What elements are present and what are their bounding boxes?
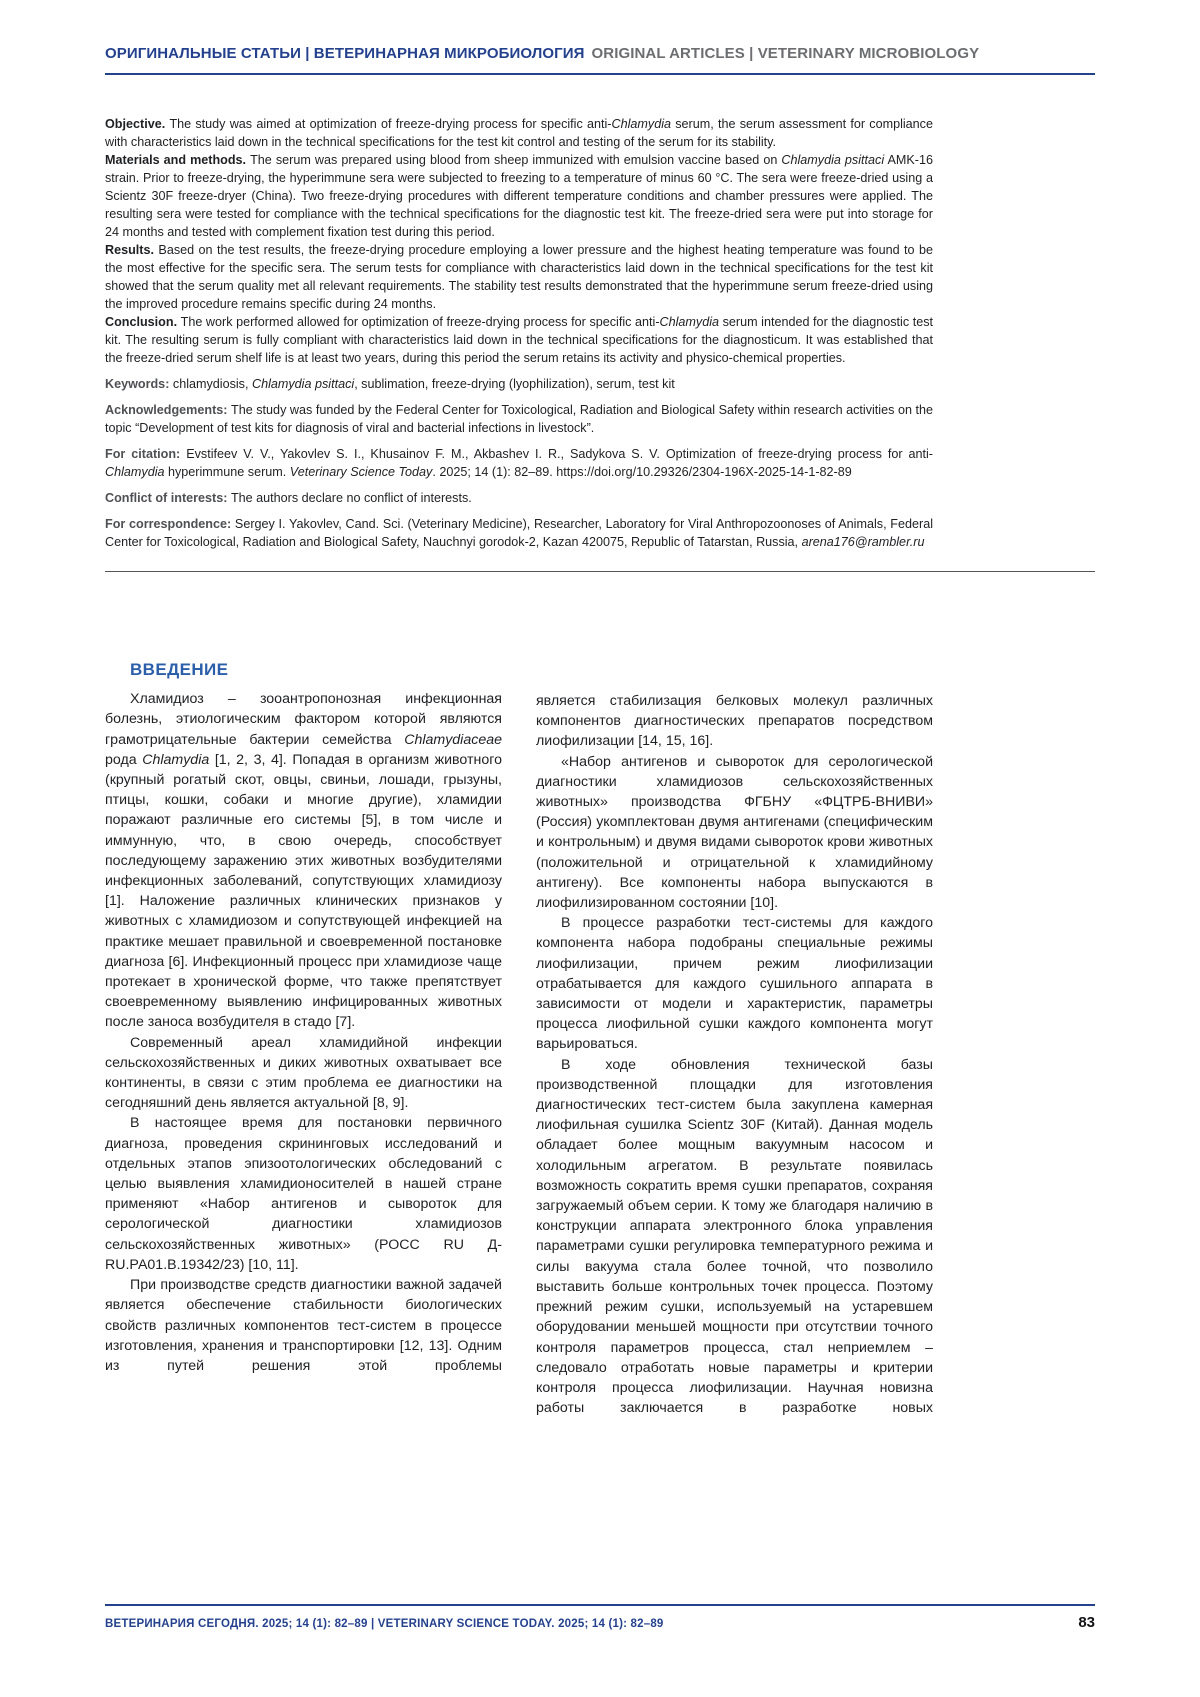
meta-label: Keywords: xyxy=(105,377,173,391)
intro-paragraph xyxy=(536,691,933,752)
text-run: В процессе разработки тест-системы для каждого компонента набора подобраны специальные режимы лиофилизации, причем режим лиофилизации отрабатывается для каждого сушильного аппарата в зависимости от модели и характеристик, параметры процесса лиофильной сушки каждого компонента могут варьироваться. xyxy=(536,915,933,1053)
for-correspondence-paragraph xyxy=(105,515,933,551)
rubric-title-ru: ОРИГИНАЛЬНЫЕ СТАТЬИ | ВЕТЕРИНАРНАЯ МИКРОБИОЛОГИЯ xyxy=(105,45,585,62)
text-run: Chlamydia xyxy=(105,465,165,479)
text-run: рода xyxy=(105,751,143,768)
rubric-header xyxy=(0,0,1200,75)
abstract-materials-methods-paragraph xyxy=(105,151,933,241)
text-run: [1, 2, 3, 4]. Попадая в организм животного (крупный рогатый скот, овцы, свиньи, лошади, грызуны, птицы, кошки, собаки и многие другие), хламидии поражают различные его системы [5], в том числе и иммунную, что, в свою очередь, способствует последующему заражению этих животных возбудителями инфекционных заболеваний, сопутствующих хламидиозу [1]. Наложение различных клинических признаков у животных с хламидиозом и сопутствующей инфекцией на практике мешает правильной и своевременной постановке диагноза [6]. Инфекционный процесс при хламидиозе чаще протекает в хронической форме, что также препятствует своевременному выявлению инфицированных животных после заноса возбудителя в стадо [7]. xyxy=(105,751,502,1031)
conflict-of-interests-paragraph xyxy=(105,489,933,507)
text-run: Veterinary Science Today xyxy=(289,465,433,479)
journal-footer-text: ВЕТЕРИНАРИЯ СЕГОДНЯ. 2025; 14 (1): 82–89 | VETERINARY SCIENCE TODAY. 2025; 14 (1): 82–89 xyxy=(105,1618,664,1630)
page-number: 83 xyxy=(1078,1614,1095,1631)
text-run: serum intended for the diagnostic test kit. The resulting serum is fully compliant with characteristics laid down in the technical specifications for the diagnosticum. It was established that the freeze-dried serum shelf life is at least two years, during this period the serum retains its activity and physico-chemical properties. xyxy=(105,315,933,365)
text-run: , sublimation, freeze-drying (lyophilization), serum, test kit xyxy=(354,377,675,391)
text-run: chlamydiosis, xyxy=(172,377,252,391)
acknowledgements-paragraph xyxy=(105,401,933,437)
footer-line xyxy=(105,1614,1095,1631)
email-link[interactable]: arena176@rambler.ru xyxy=(801,535,925,549)
text-run: hyperimmune serum. xyxy=(164,465,290,479)
section-label: Materials and methods. xyxy=(105,153,251,167)
rubric-title xyxy=(105,45,1095,62)
meta-label: For correspondence: xyxy=(105,517,235,531)
section-label: Objective. xyxy=(105,117,170,131)
text-run: Based on the test results, the freeze-drying procedure employing a lower pressure and the highest heating temperature was found to be the most effective for the specific sera. The serum tests for compliance with characteristics laid down in the technical specifications for the test kit showed that the serum quality met all relevant requirements. The stability test results demonstrated that the hyperimmune serum freeze-dried using the improved procedure remains specific during 24 months. xyxy=(105,243,933,311)
for-citation-paragraph xyxy=(105,445,933,481)
section-divider xyxy=(105,571,1095,572)
text-run: Evstifeev V. V., Yakovlev S. I., Khusainov F. M., Akbashev I. R., Sadykova S. V. Optimization of freeze-drying process for anti- xyxy=(186,447,933,461)
text-run: The serum was prepared using blood from sheep immunized with emulsion vaccine based on xyxy=(250,153,782,167)
abstract-conclusion-paragraph xyxy=(105,313,933,367)
text-run: Chlamydia xyxy=(142,751,210,768)
abstract-section xyxy=(105,115,933,551)
section-label: Conclusion. xyxy=(105,315,181,329)
intro-paragraph xyxy=(536,1055,933,1419)
page-footer xyxy=(105,1604,1095,1631)
text-run: Chlamydiaceae xyxy=(404,731,502,748)
intro-paragraph xyxy=(105,1033,502,1114)
doi-link[interactable]: https://doi.org/10.29326/2304-196X-2025-14-1-82-89 xyxy=(556,465,852,479)
intro-paragraph xyxy=(105,689,502,1032)
text-run: serum, the serum assessment for compliance with characteristics laid down in the technical specifications for the test kit control and testing of the serum for its stability. xyxy=(105,117,933,149)
intro-paragraph xyxy=(536,913,933,1054)
introduction-heading: ВВЕДЕНИЕ xyxy=(130,660,229,679)
intro-paragraph xyxy=(536,752,933,914)
intro-paragraph xyxy=(105,1275,502,1376)
text-run: Sergey I. Yakovlev, Cand. Sci. (Veterinary Medicine), Researcher, Laboratory for Viral Anthropozoonoses of Animals, Federal Center for Toxicological, Radiation and Biological Safety, Nauchnyi gorodok-2, Kazan 420075, Republic of Tatarstan, Russia, xyxy=(105,517,933,549)
text-run: . 2025; 14 (1): 82–89. xyxy=(432,465,557,479)
meta-label: For citation: xyxy=(105,447,187,461)
text-run: В настоящее время для постановки первичного диагноза, проведения скрининговых исследований и отдельных этапов эпизоотологических обследований с целью выявления хламидионосителей в нашей стране применяют «Набор антигенов и сывороток для серологической диагностики хламидиозов сельскохозяйственных животных» (РОСС RU Д-RU.РА01.В.19342/23) [10, 11]. xyxy=(105,1115,502,1273)
footer-rule xyxy=(105,1604,1095,1606)
intro-paragraph xyxy=(105,1113,502,1275)
abstract-objective-paragraph xyxy=(105,115,933,151)
text-run: The work performed allowed for optimization of freeze-drying process for specific anti- xyxy=(180,315,660,329)
article-body xyxy=(105,660,933,1418)
keywords-paragraph xyxy=(105,375,933,393)
text-run: Chlamydia xyxy=(659,315,720,329)
text-run: «Набор антигенов и сывороток для серологической диагностики хламидиозов сельскохозяйственных животных» производства ФГБНУ «ФЦТРБ-ВНИВИ» (Россия) укомплектован двумя антигенами (специфическим и контрольным) и двумя видами сывороток крови животных (положительной и отрицательной к хламидийному антигену). Все компоненты набора выпускаются в лиофилизированном состоянии [10]. xyxy=(536,753,933,912)
text-run: The authors declare no conflict of interests. xyxy=(230,491,472,505)
meta-label: Conflict of interests: xyxy=(105,491,231,505)
text-run: является стабилизация белковых молекул различных компонентов диагностических препаратов посредством лиофилизации [14, 15, 16]. xyxy=(536,693,933,750)
rubric-title-en: ORIGINAL ARTICLES | VETERINARY MICROBIOLOGY xyxy=(591,45,980,62)
meta-label: Acknowledgements: xyxy=(105,403,232,417)
text-run: При производстве средств диагностики важной задачей является обеспечение стабильности биологических свойств различных компонентов тест-систем в процессе изготовления, хранения и транспортировки [12, 13]. Одним из путей решения этой проблемы xyxy=(105,1277,502,1374)
header-rule xyxy=(105,73,1095,75)
text-run: В ходе обновления технической базы производственной площадки для изготовления диагностических тест-систем была закуплена камерная лиофильная сушилка Scientz 30F (Китай). Данная модель обладает более мощным вакуумным насосом и холодильным агрегатом. В результате появилась возможность сократить время сушки препаратов, сохраняя загружаемый объем серии. К тому же благодаря наличию в конструкции аппарата электронного блока управления параметрами сушки регулировка температурного режима и силы вакуума стала более точной, что позволило выставить больше контрольных точек процесса. Поэтому прежний режим сушки, используемый на устаревшем оборудовании меньшей мощности при отсутствии точного контроля параметров процесса, стал неприемлем – следовало отработать новые параметры и критерии контроля процесса лиофилизации. Научная новизна работы заключается в разработке новых xyxy=(536,1056,933,1417)
text-run: AMK-16 strain. Prior to freeze-drying, the hyperimmune sera were subjected to freezing to a temperature of minus 60 °C. The sera were freeze-dried using a Scientz 30F freeze-dryer (China). Two freeze-drying procedures with different temperature conditions and chamber pressures were applied. The resulting sera were tested for compliance with the technical specifications for the diagnostic test kit. The freeze-dried sera were put into storage for 24 months and tested with complement fixation test during this period. xyxy=(105,153,933,239)
text-run: Современный ареал хламидийной инфекции сельскохозяйственных и диких животных охватывает все континенты, в связи с этим проблема ее диагностики на сегодняшний день является актуальной [8, 9]. xyxy=(105,1034,502,1112)
text-run: Chlamydia psittaci xyxy=(781,153,885,167)
text-run: Chlamydia psittaci xyxy=(251,377,355,391)
abstract-results-paragraph xyxy=(105,241,933,313)
left-column xyxy=(105,660,502,1418)
text-run: The study was funded by the Federal Center for Toxicological, Radiation and Biological Safety within research activities on the topic “Development of test kits for diagnosis of viral and bacterial infections in livestock”. xyxy=(105,403,934,435)
text-run: Chlamydia xyxy=(611,117,671,131)
text-run: The study was aimed at optimization of freeze-drying process for specific anti- xyxy=(169,117,612,131)
right-column xyxy=(536,660,933,1418)
section-label: Results. xyxy=(105,243,159,257)
text-run: Хламидиоз – зооантропонозная инфекционная болезнь, этиологическим фактором которой являются грамотрицательные бактерии семейства xyxy=(105,691,502,748)
